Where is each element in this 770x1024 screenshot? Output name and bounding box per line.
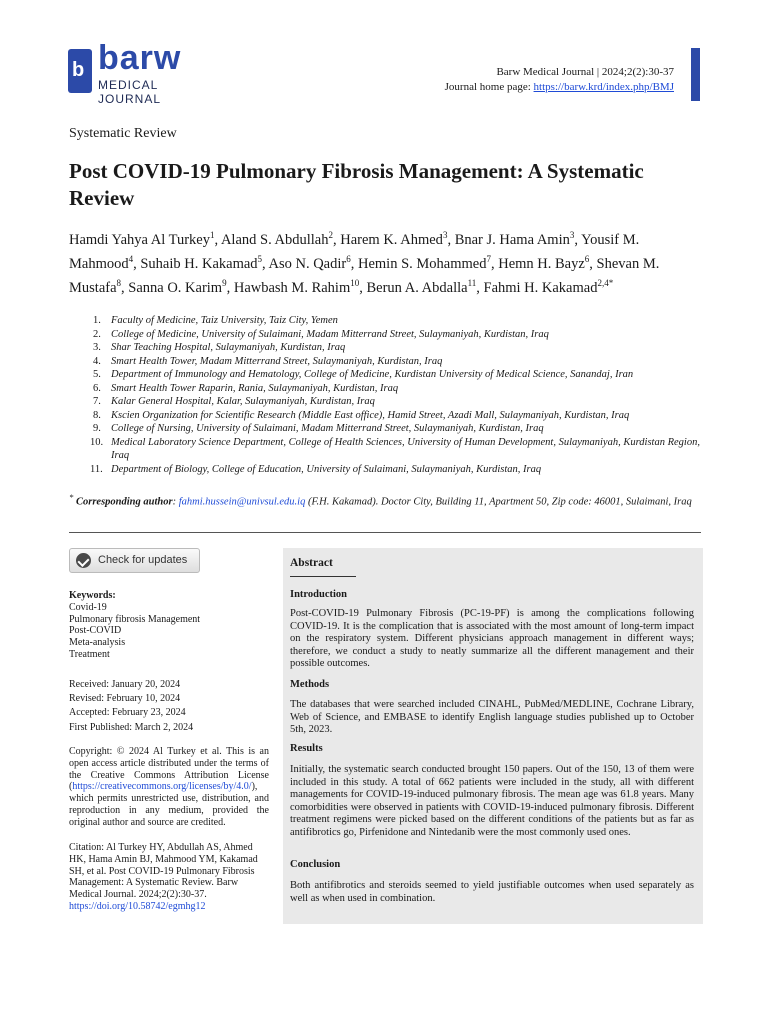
abstract-methods-text: The databases that were searched included CINAHL, PubMed/MEDLINE, Cochrane Library, Web of Science, and EMBASE to identify English language studies published up to October 5th, 2023. xyxy=(290,699,694,735)
author-affiliation-marker: 1 xyxy=(210,230,215,240)
author-name: Hamdi Yahya Al Turkey xyxy=(69,231,210,248)
affiliation-number: 3. xyxy=(93,342,101,353)
affiliation-item xyxy=(69,463,709,477)
journal-header xyxy=(445,65,674,95)
journal-homepage xyxy=(445,80,674,95)
keyword-item: Treatment xyxy=(69,648,110,660)
article-dates xyxy=(69,678,269,735)
date-item: Accepted: February 23, 2024 xyxy=(69,707,186,719)
author-list: Hamdi Yahya Al Turkey$^1$, Aland S. Abdullah$^2$, Harem K. Ahmed$^3$, Bnar J. Hama Amin$^3$, Yousif M. Mahmood$^4$, Suhaib H. Kakamad$^5$, Aso N. Qadir$^6$, Hemin S. Mohammed$^7$, Hemn H. Bayz$^6$, Shevan M. Mustafa$^8$, Sanna O. Karim$^9$, Hawbash M. Rahim$^{10}$, Berun A. Abdalla$^{11}$, Fahmi H. Kakamad$^{2,4*}$ xyxy=(69,230,660,296)
abstract-conclusion-text: Both antifibrotics and steroids seemed to yield justifiable outcomes when used separately as well as when used in combination. xyxy=(290,880,694,904)
abstract-introduction-text: Post-COVID-19 Pulmonary Fibrosis (PC-19-PF) is among the complications following COVID-19. It is the complication that is associated with the most amount of long-term impact on the respiratory system. Different physicians approach management in different ways; therefore, we conduct a study to neatly summarize all the different management and their possible outcomes. xyxy=(290,608,694,669)
abstract-methods-heading: Methods xyxy=(290,679,330,690)
affiliation-text: Kalar General Hospital, Kalar, Sulaymaniyah, Kurdistan, Iraq xyxy=(111,396,375,407)
author-affiliation-marker: 11 xyxy=(467,277,477,288)
affiliation-text: Department of Biology, College of Education, University of Sulaimani, Sulaymaniyah, Kurdistan, Iraq xyxy=(111,463,542,475)
affiliation-item xyxy=(69,382,709,396)
license-link[interactable]: https://creativecommons.org/licenses/by/4.0/ xyxy=(72,781,252,793)
author-name: Berun A. Abdalla xyxy=(366,279,468,296)
author-affiliation-marker: 8 xyxy=(116,277,122,288)
author-name: Shevan M. Mustafa xyxy=(69,255,660,296)
affiliation-item xyxy=(69,314,709,328)
check-for-updates-label: Check for updates xyxy=(98,554,188,566)
logo-subtitle: MEDICAL JOURNAL xyxy=(98,78,162,106)
check-for-updates-button[interactable] xyxy=(69,548,200,573)
logo-wordmark: barw xyxy=(98,39,182,77)
abstract-box xyxy=(283,548,703,924)
article-type: Systematic Review xyxy=(69,126,177,141)
keyword-item: Meta-analysis xyxy=(69,637,126,649)
affiliation-number: 8. xyxy=(93,409,101,421)
abstract-conclusion-heading: Conclusion xyxy=(290,859,341,870)
copyright-text: Copyright: © 2024 Al Turkey et al. This is an open access article distributed under the terms of the Creative Commons Attribution License ( xyxy=(69,746,269,793)
affiliation-text: Shar Teaching Hospital, Sulaymaniyah, Kurdistan, Iraq xyxy=(111,342,346,353)
author-affiliation-marker: 2,4* xyxy=(597,277,614,288)
affiliation-item xyxy=(69,341,709,355)
affiliation-list xyxy=(69,314,709,476)
journal-citation-line: Barw Medical Journal | 2024;2(2):30-37 xyxy=(496,66,674,78)
author-name: Bnar J. Hama Amin xyxy=(454,231,570,248)
author-affiliation-marker: 4 xyxy=(128,253,134,264)
affiliation-item xyxy=(69,355,709,369)
citation-block xyxy=(69,842,269,913)
author-name: Aso N. Qadir xyxy=(268,255,347,272)
author-affiliation-marker: 9 xyxy=(222,277,227,288)
abstract-title: Abstract xyxy=(290,557,333,569)
affiliation-number: 2. xyxy=(93,328,101,340)
copyright-text-end: ), which permits unrestricted use, distribution, and reproduction in any medium, provided the original author and source are credited. xyxy=(69,781,269,828)
keyword-item: Post-COVID xyxy=(69,625,122,637)
affiliation-item xyxy=(69,328,709,342)
corresponding-author: * Corresponding author: fahmi.hussein@univsul.edu.iq (F.H. Kakamad). Doctor City, Building 11, Apartment 50, Zip code: 46001, Sulaimani, Iraq xyxy=(69,492,692,508)
abstract-introduction-heading: Introduction xyxy=(290,589,347,600)
keyword-item: Pulmonary fibrosis Management xyxy=(69,613,201,625)
affiliation-item xyxy=(69,368,709,382)
author-name: Sanna O. Karim xyxy=(128,279,223,296)
keyword-item: Covid-19 xyxy=(69,601,107,613)
author-name: Hawbash M. Rahim xyxy=(233,279,351,296)
affiliation-item xyxy=(69,422,709,436)
affiliation-number: 10. xyxy=(90,436,104,448)
keywords-block xyxy=(69,590,269,661)
abstract-results-text: Initially, the systematic search conducted brought 150 papers. Out of the 150, 13 of them were included in this study. A total of 662 patients were included in the study, all with different managements for COVID-19-induced pulmonary fibrosis. The mean age was 61.8 years. Many comorbidities were observed in patients with COVID-19-induced pulmonary fibrosis. Different treatment regimens were picked based on the different conditions of the patients but as far as antifibrotics go, Pirfenidone and Nintedanib were the most commonly used ones. xyxy=(290,764,694,838)
date-item: First Published: March 2, 2024 xyxy=(69,721,194,733)
corresponding-email-link[interactable]: fahmi.hussein@univsul.edu.iq xyxy=(178,496,306,508)
author-affiliation-marker: 3 xyxy=(442,230,448,240)
affiliation-text: Medical Laboratory Science Department, College of Health Sciences, University of Human Development, Sulaymaniyah, Kurdistan Region, Iraq xyxy=(111,436,700,461)
author-name: Aland S. Abdullah xyxy=(220,231,329,248)
author-affiliation-marker: 2 xyxy=(328,230,333,240)
affiliation-text: Faculty of Medicine, Taiz University, Taiz City, Yemen xyxy=(111,315,338,326)
affiliation-number: 9. xyxy=(93,423,101,434)
affiliation-number: 4. xyxy=(93,355,101,367)
copyright-notice xyxy=(69,746,269,829)
author-affiliation-marker: 7 xyxy=(486,253,491,264)
homepage-label: Journal home page: xyxy=(444,81,531,93)
affiliation-number: 5. xyxy=(93,369,101,380)
affiliation-number: 11. xyxy=(90,463,103,475)
abstract-title-underline xyxy=(290,576,356,577)
affiliation-text: College of Medicine, University of Sulaimani, Madam Mitterrand Street, Sulaymaniyah, Kurdistan, Iraq xyxy=(111,328,549,340)
date-item: Revised: February 10, 2024 xyxy=(69,693,181,705)
journal-logo xyxy=(68,39,218,106)
corresponding-label: Corresponding author xyxy=(76,496,173,508)
author-name: Fahmi H. Kakamad xyxy=(483,279,598,296)
author-name: Hemin S. Mohammed xyxy=(357,255,487,272)
affiliation-text: Kscien Organization for Scientific Research (Middle East office), Hamid Street, Azadi Mall, Sulaymaniyah, Kurdistan, Iraq xyxy=(111,409,630,421)
author-affiliation-marker: 6 xyxy=(584,253,590,264)
affiliation-number: 1. xyxy=(93,315,101,326)
affiliation-item xyxy=(69,395,709,409)
author-name: Hemn H. Bayz xyxy=(498,255,585,272)
affiliation-text: College of Nursing, University of Sulaimani, Madam Mitterrand Street, Sulaymaniyah, Kurdistan, Iraq xyxy=(111,423,544,434)
author-affiliation-marker: 10 xyxy=(350,277,360,288)
article-title: Post COVID-19 Pulmonary Fibrosis Management: A Systematic Review xyxy=(69,159,644,210)
author-affiliation-marker: 3 xyxy=(569,230,575,240)
keywords-list xyxy=(69,602,269,661)
section-divider xyxy=(69,532,701,533)
date-item: Received: January 20, 2024 xyxy=(69,679,181,690)
homepage-link[interactable]: https://barw.krd/index.php/BMJ xyxy=(533,81,674,93)
doi-link[interactable]: https://doi.org/10.58742/egmhg12 xyxy=(69,900,206,912)
logo-badge-icon: b xyxy=(68,49,92,93)
author-name: Suhaib H. Kakamad xyxy=(140,255,258,272)
affiliation-number: 6. xyxy=(93,382,101,394)
keywords-label: Keywords: xyxy=(69,590,116,601)
author-name: Yousif M. Mahmood xyxy=(69,231,640,272)
corresponding-marker: * xyxy=(69,492,74,502)
header-accent-bar xyxy=(691,48,700,101)
affiliation-text: Smart Health Tower, Madam Mitterrand Street, Sulaymaniyah, Kurdistan, Iraq xyxy=(111,355,443,367)
affiliation-item xyxy=(69,409,709,423)
affiliation-item xyxy=(69,436,709,463)
check-circle-icon xyxy=(76,553,91,568)
author-affiliation-marker: 5 xyxy=(257,253,263,264)
corresponding-address: (F.H. Kakamad). Doctor City, Building 11, Apartment 50, Zip code: 46001, Sulaimani, Iraq xyxy=(307,496,692,508)
affiliation-text: Department of Immunology and Hematology, College of Medicine, Kurdistan University of Medical Science, Sanandaj, Iran xyxy=(111,369,634,380)
author-affiliation-marker: 6 xyxy=(346,253,351,264)
author-name: Harem K. Ahmed xyxy=(340,231,443,248)
affiliation-text: Smart Health Tower Raparin, Rania, Sulaymaniyah, Kurdistan, Iraq xyxy=(111,382,399,394)
affiliation-number: 7. xyxy=(93,396,101,407)
citation-text: Citation: Al Turkey HY, Abdullah AS, Ahmed HK, Hama Amin BJ, Mahmood YM, Kakamad SH, et al. Post COVID-19 Pulmonary Fibrosis Management: A Systematic Review. Barw Medical Journal. 2024;2(2):30-37. xyxy=(69,842,258,901)
abstract-results-heading: Results xyxy=(290,743,323,754)
